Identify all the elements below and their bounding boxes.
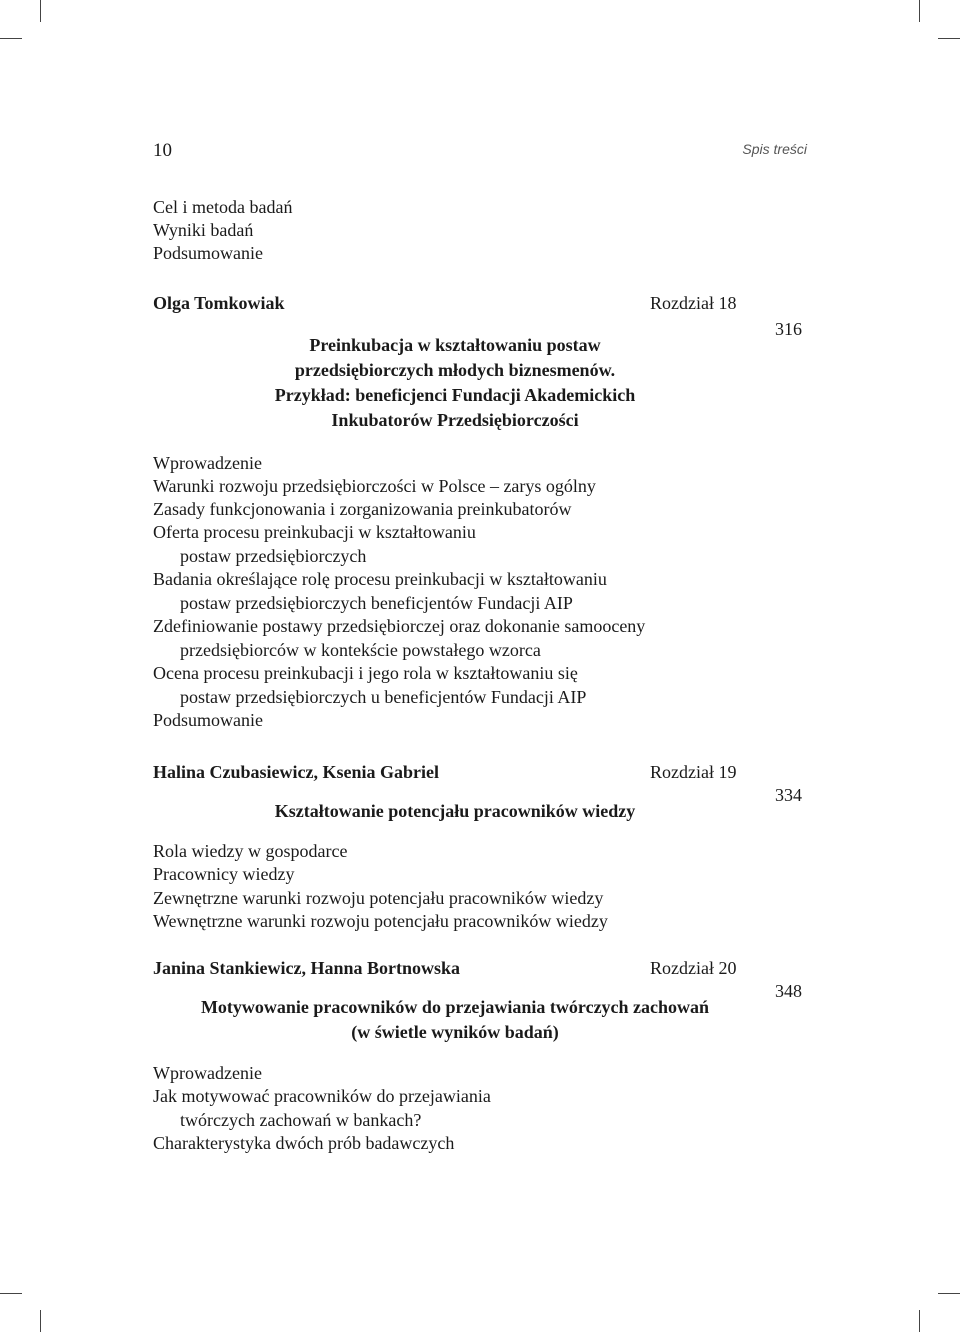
toc-section-continuation: przedsiębiorców w kontekście powstałego wzorca: [180, 640, 541, 660]
chapter-title: Motywowanie pracowników do przejawiania twórczych zachowań: [200, 997, 710, 1017]
chapter-label: Rozdział 20: [650, 958, 737, 978]
toc-section: Podsumowanie: [153, 710, 263, 730]
chapter-title: Przykład: beneficjenci Fundacji Akademickich: [274, 385, 636, 405]
crop-mark-bottom-right-horizontal: [938, 1293, 960, 1294]
toc-section: Zewnętrzne warunki rozwoju potencjału pracowników wiedzy: [153, 888, 604, 908]
toc-section: Pracownicy wiedzy: [153, 864, 295, 884]
toc-section-continuation: postaw przedsiębiorczych: [180, 546, 367, 566]
chapter-author: Janina Stankiewicz, Hanna Bortnowska: [153, 958, 461, 978]
chapter-label: Rozdział 19: [650, 762, 737, 782]
chapter-page-number: 334: [775, 785, 802, 805]
toc-section: Jak motywować pracowników do przejawiania: [153, 1086, 491, 1106]
toc-section: Wprowadzenie: [153, 453, 262, 473]
toc-section: Ocena procesu preinkubacji i jego rola w kształtowaniu się: [153, 663, 578, 683]
toc-section: Wyniki badań: [153, 220, 254, 240]
toc-section: Rola wiedzy w gospodarce: [153, 841, 348, 861]
toc-section: Zasady funkcjonowania i zorganizowania preinkubatorów: [153, 499, 572, 519]
chapter-page-number: 348: [775, 981, 802, 1001]
toc-section: Zdefiniowanie postawy przedsiębiorczej oraz dokonanie samooceny: [153, 616, 646, 636]
crop-mark-top-right-horizontal: [938, 38, 960, 39]
chapter-page-number: 316: [775, 319, 802, 339]
chapter-title: (w świetle wyników badań): [351, 1022, 559, 1042]
chapter-title: Kształtowanie potencjału pracowników wiedzy: [274, 801, 636, 821]
chapter-title: Preinkubacja w kształtowaniu postaw: [309, 335, 601, 355]
page-number: 10: [153, 140, 172, 161]
chapter-author: Olga Tomkowiak: [153, 293, 285, 313]
crop-mark-top-left-vertical: [40, 0, 41, 22]
toc-section: Podsumowanie: [153, 243, 263, 263]
toc-section-continuation: postaw przedsiębiorczych u beneficjentów Fundacji AIP: [180, 687, 587, 707]
toc-section-continuation: postaw przedsiębiorczych beneficjentów Fundacji AIP: [180, 593, 573, 613]
toc-section: Wprowadzenie: [153, 1063, 262, 1083]
chapter-label: Rozdział 18: [650, 293, 737, 313]
running-title: Spis treści: [742, 141, 807, 157]
toc-section: Charakterystyka dwóch prób badawczych: [153, 1133, 455, 1153]
toc-section-continuation: twórczych zachowań w bankach?: [180, 1110, 422, 1130]
toc-section: Cel i metoda badań: [153, 197, 293, 217]
chapter-title: przedsiębiorczych młodych biznesmenów.: [294, 360, 616, 380]
crop-mark-bottom-left-horizontal: [0, 1293, 22, 1294]
toc-section: Oferta procesu preinkubacji w kształtowaniu: [153, 522, 476, 542]
crop-mark-top-right-vertical: [919, 0, 920, 22]
toc-section: Badania określające rolę procesu preinkubacji w kształtowaniu: [153, 569, 607, 589]
crop-mark-bottom-right-vertical: [919, 1310, 920, 1332]
chapter-author: Halina Czubasiewicz, Ksenia Gabriel: [153, 762, 439, 782]
crop-mark-bottom-left-vertical: [40, 1310, 41, 1332]
toc-section: Wewnętrzne warunki rozwoju potencjału pracowników wiedzy: [153, 911, 608, 931]
crop-mark-top-left-horizontal: [0, 38, 22, 39]
toc-section: Warunki rozwoju przedsiębiorczości w Polsce – zarys ogólny: [153, 476, 596, 496]
chapter-title: Inkubatorów Przedsiębiorczości: [331, 410, 579, 430]
